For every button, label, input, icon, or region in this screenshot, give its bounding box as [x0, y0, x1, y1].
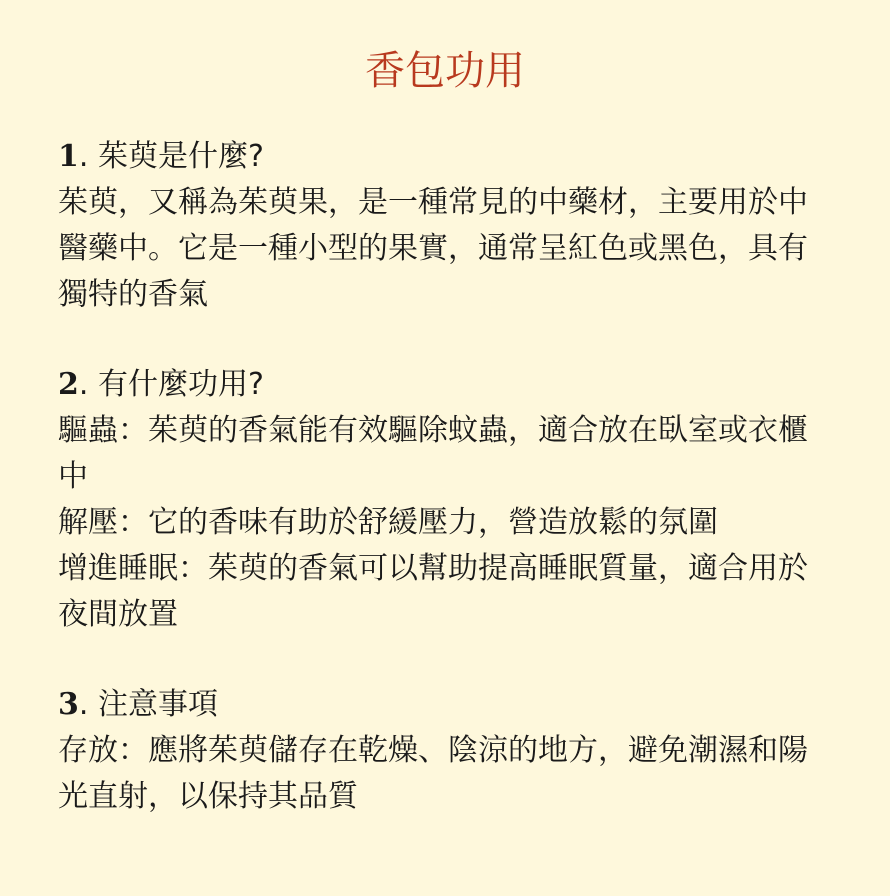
section-notes: [58, 682, 833, 820]
section-number: 1: [58, 139, 79, 174]
section-heading: 2. 有什麼功用?: [58, 367, 264, 402]
page-title: 香包功用: [365, 48, 525, 94]
section-paragraph: 存放：應將茱萸儲存在乾燥、陰涼的地方，避免潮濕和陽光直射，以保持其品質: [58, 733, 808, 814]
document-body: [58, 134, 833, 864]
section-heading: 3. 注意事項: [58, 687, 218, 722]
section-what-is: [58, 134, 833, 318]
section-number: 3: [58, 687, 79, 722]
section-paragraph: 解壓：它的香味有助於舒緩壓力，營造放鬆的氛圍: [58, 505, 718, 540]
section-heading-text: 注意事項: [97, 687, 218, 722]
section-number: 2: [58, 367, 79, 402]
section-paragraph: 增進睡眠：茱萸的香氣可以幫助提高睡眠質量，適合用於夜間放置: [58, 551, 808, 632]
section-heading-text: 有什麼功用?: [97, 367, 264, 402]
section-heading: 1. 茱萸是什麼?: [58, 139, 264, 174]
section-paragraph: 驅蟲：茱萸的香氣能有效驅除蚊蟲，適合放在臥室或衣櫃中: [58, 413, 808, 494]
section-heading-text: 茱萸是什麼?: [97, 139, 264, 174]
section-uses: [58, 362, 833, 638]
section-paragraph: 茱萸，又稱為茱萸果，是一種常見的中藥材，主要用於中醫藥中。它是一種小型的果實，通常呈紅色或黑色，具有獨特的香氣: [58, 185, 808, 312]
